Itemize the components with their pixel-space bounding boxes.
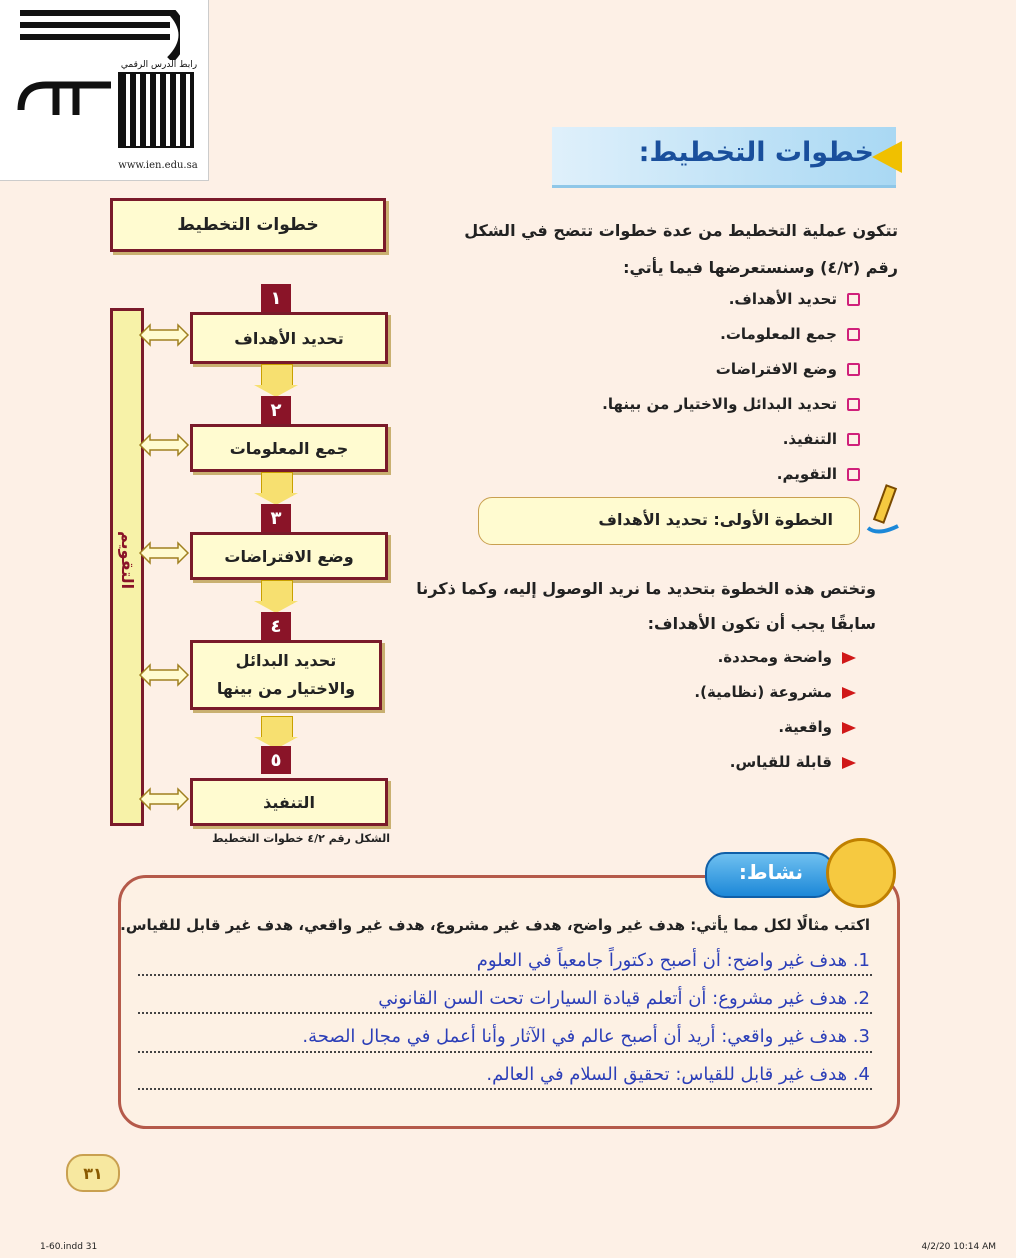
double-arrow-icon (138, 322, 190, 348)
list-item: التقويم. (500, 457, 860, 492)
bullet-square-icon (847, 293, 860, 306)
double-arrow-icon (138, 662, 190, 688)
down-arrow-icon (261, 580, 293, 604)
activity-tab (705, 852, 835, 898)
list-item: تحديد البدائل والاختيار من بينها. (500, 387, 860, 422)
double-arrow-icon (138, 786, 190, 812)
list-item: جمع المعلومات. (500, 317, 860, 352)
hulul-logo-icon (20, 10, 180, 60)
red-arrow-icon (842, 652, 856, 664)
section-title: خطوات التخطيط: (638, 137, 874, 168)
flow-step-4: تحديد البدائل والاختيار من بينها (190, 640, 382, 710)
answer-1: 1. هدف غير واضح: أن أصبح دكتوراً جامعياً في العلوم (476, 950, 870, 971)
flow-step-3: وضع الافتراضات (190, 532, 388, 580)
footer-file: 1-60.indd 31 (40, 1242, 98, 1252)
list-item: مشروعة (نظامية). (560, 675, 856, 710)
list-item: تحديد الأهداف. (500, 282, 860, 317)
activity-label: نشاط: (738, 860, 803, 884)
qr-code-icon[interactable] (120, 74, 192, 146)
list-item: واقعية. (560, 710, 856, 745)
down-arrow-icon (261, 472, 293, 496)
pencil-icon (858, 478, 918, 538)
step-one-line-1: وتختص هذه الخطوة بتحديد ما نريد الوصول إليه، وكما ذكرنا (416, 579, 876, 598)
list-item: واضحة ومحددة. (560, 640, 856, 675)
answer-3: 3. هدف غير واقعي: أريد أن أصبح عالم في الآثار وأنا أعمل في مجال الصحة. (302, 1026, 870, 1047)
list-item: وضع الافتراضات (500, 352, 860, 387)
red-arrow-icon (842, 687, 856, 699)
red-arrow-icon (842, 722, 856, 734)
steps-list (500, 282, 860, 492)
title-arrow-icon (872, 141, 902, 173)
activity-pen-icon (826, 838, 896, 908)
step-one-title: الخطوة الأولى: تحديد الأهداف (598, 510, 833, 529)
activity-question: اكتب مثالًا لكل مما يأتي: هدف غير واضح، هدف غير مشروع، هدف غير واقعي، هدف غير قابل للقياس. (120, 916, 870, 934)
criteria-list (560, 640, 856, 780)
answer-4: 4. هدف غير قابل للقياس: تحقيق السلام في العالم. (486, 1064, 870, 1085)
flow-step-5: التنفيذ (190, 778, 388, 826)
intro-line-2: رقم (٤/٢) وسنستعرضها فيما يأتي: (623, 258, 898, 277)
flow-step-1: تحديد الأهداف (190, 312, 388, 364)
qr-url[interactable]: www.ien.edu.sa (118, 160, 198, 171)
down-arrow-icon (261, 364, 293, 388)
qr-label: رابط الدرس الرقمي (120, 60, 198, 70)
list-item: التنفيذ. (500, 422, 860, 457)
intro-line-1: تتكون عملية التخطيط من عدة خطوات تتضح في الشكل (464, 221, 898, 240)
flowchart-title: خطوات التخطيط (110, 198, 386, 252)
flow-step-2: جمع المعلومات (190, 424, 388, 472)
step-number: ٤ (261, 612, 291, 640)
double-arrow-icon (138, 432, 190, 458)
step-number: ٢ (261, 396, 291, 424)
bullet-square-icon (847, 328, 860, 341)
figure-caption: الشكل رقم ٤/٢ خطوات التخطيط (212, 832, 390, 845)
step-number: ٣ (261, 504, 291, 532)
step-one-banner (478, 497, 860, 545)
list-item: قابلة للقياس. (560, 745, 856, 780)
double-arrow-icon (138, 540, 190, 566)
page-number: ٣١ (66, 1154, 120, 1192)
footer-date: 4/2/20 10:14 AM (921, 1242, 996, 1252)
section-title-banner (552, 127, 896, 188)
down-arrow-icon (261, 716, 293, 740)
answer-2: 2. هدف غير مشروع: أن أتعلم قيادة السيارات تحت السن القانوني (378, 988, 870, 1009)
step-one-line-2: سابقًا يجب أن تكون الأهداف: (647, 614, 876, 633)
bullet-square-icon (847, 398, 860, 411)
step-number: ٥ (261, 746, 291, 774)
step-number: ١ (261, 284, 291, 312)
bullet-square-icon (847, 363, 860, 376)
red-arrow-icon (842, 757, 856, 769)
hulul-logo-mark-icon (16, 70, 116, 130)
flowchart-side-label: التقويم (118, 530, 137, 590)
bullet-square-icon (847, 433, 860, 446)
